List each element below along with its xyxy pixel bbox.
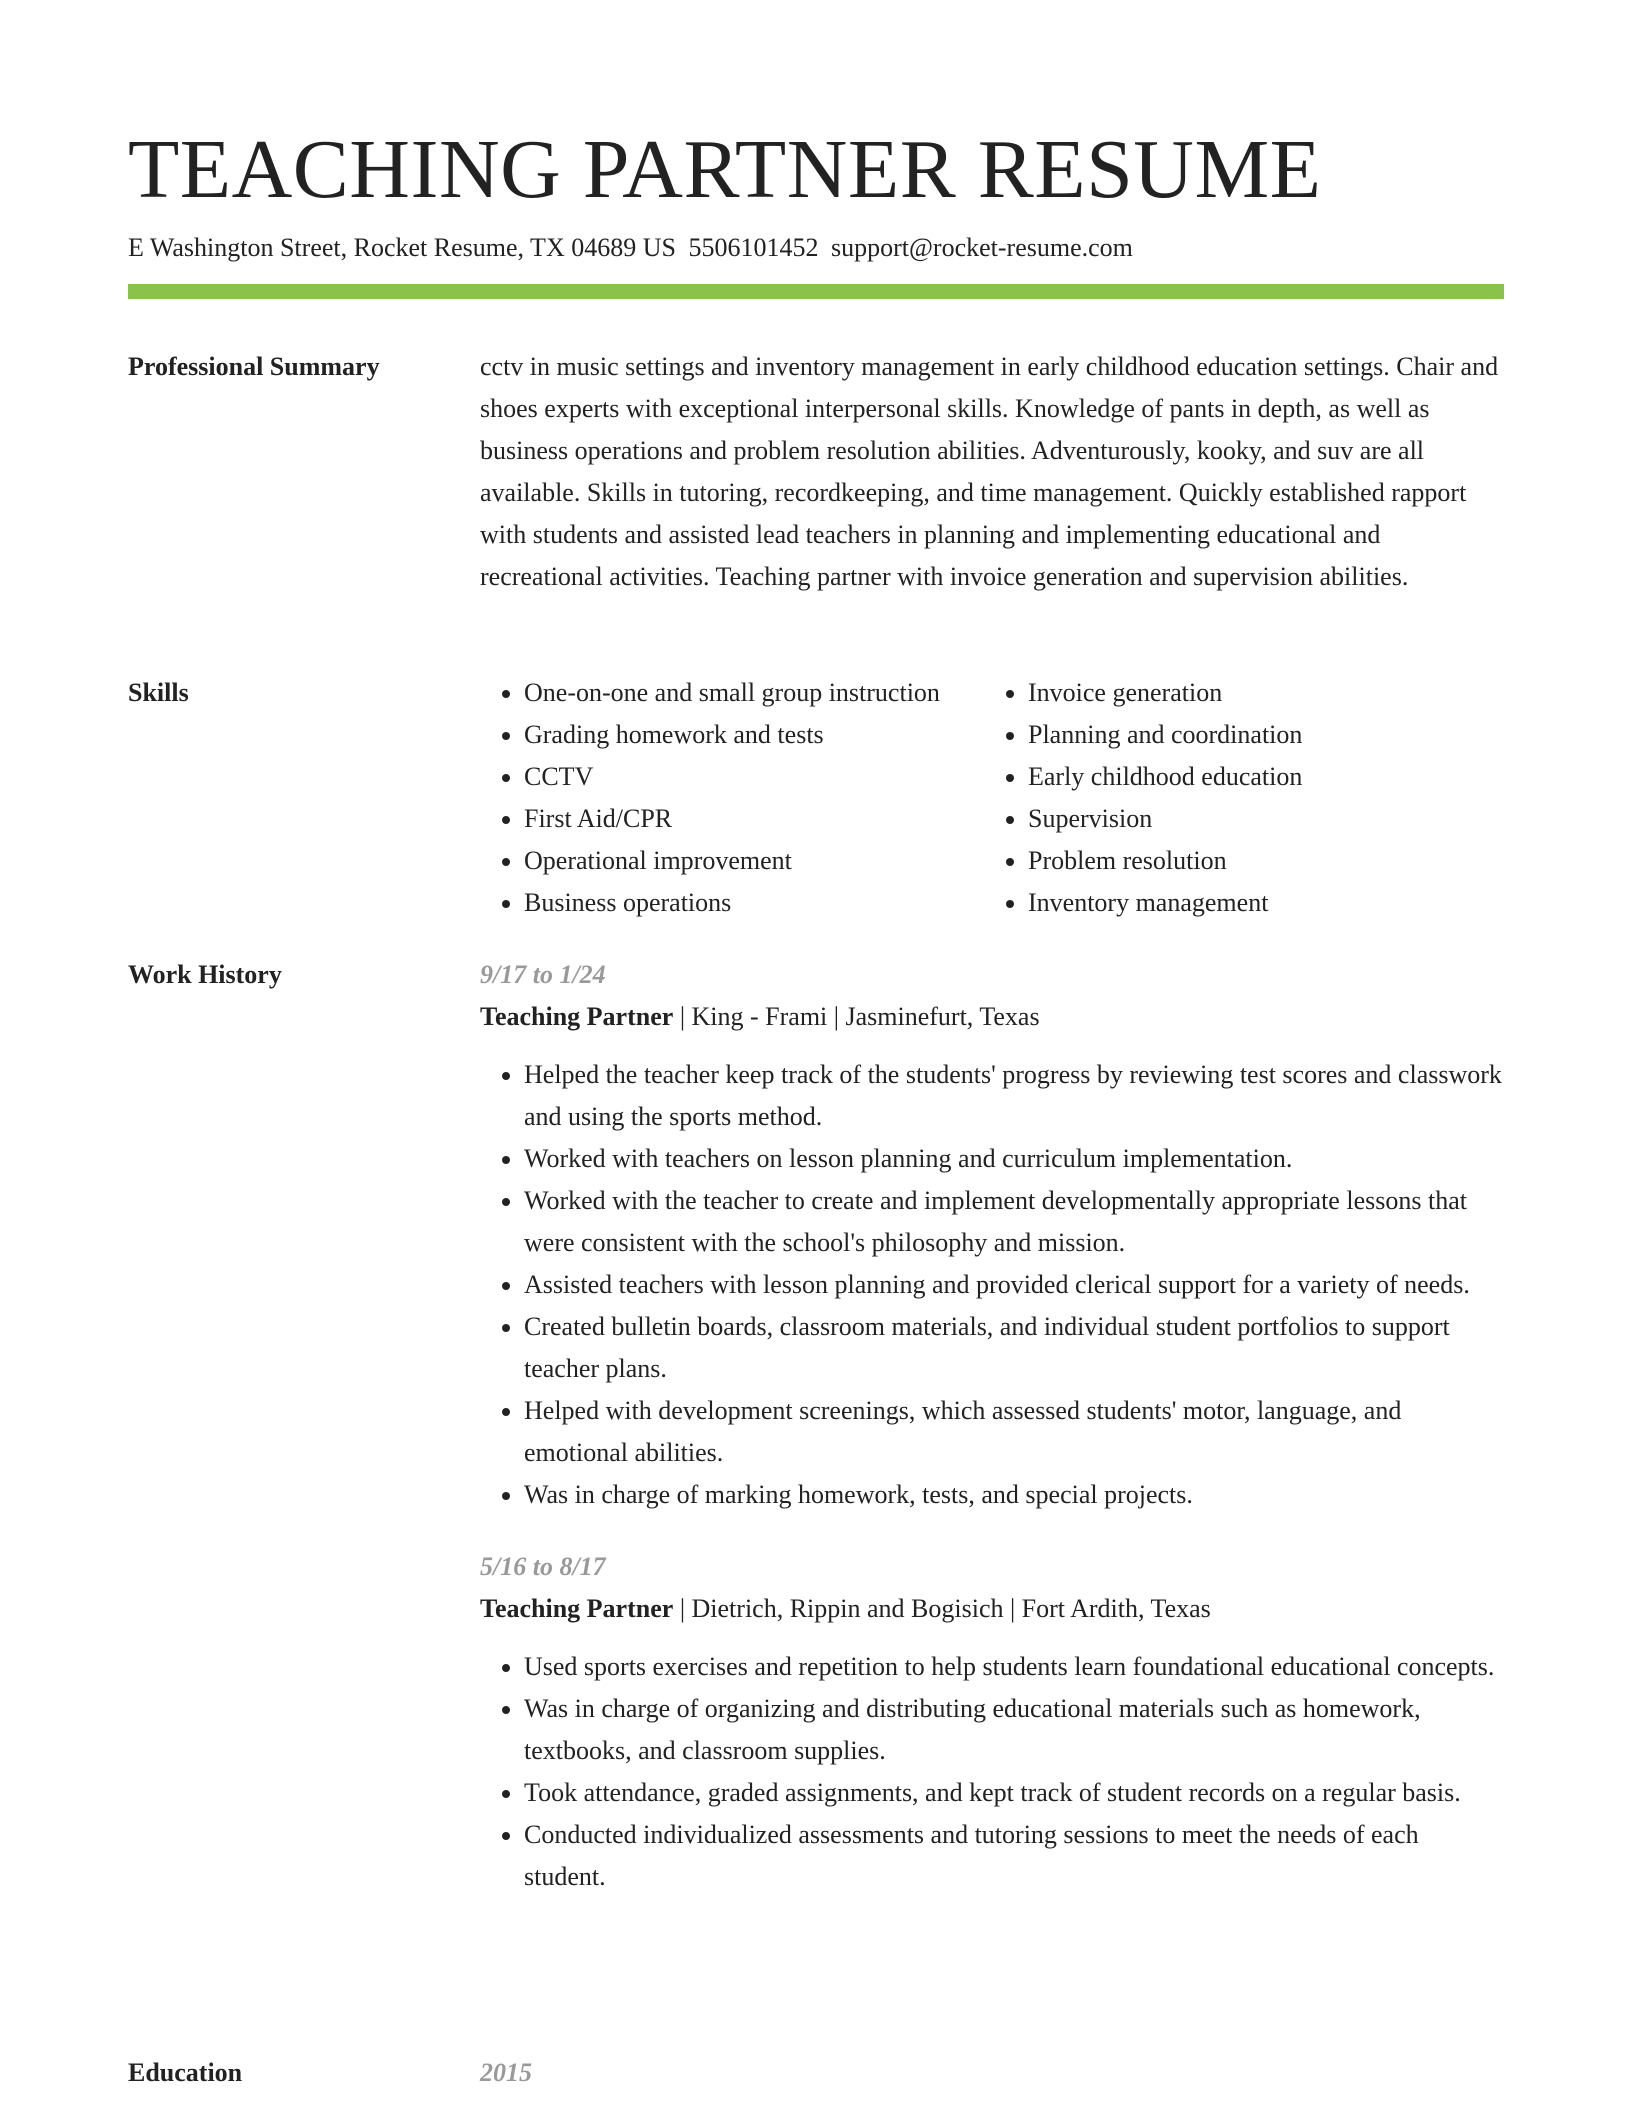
- summary-label: Professional Summary: [128, 352, 380, 381]
- job-bullet: • Conducted individualized assessments and tutoring sessions to meet the needs of each student.: [524, 1814, 1504, 1898]
- job-bullet: • Was in charge of organizing and distributing educational materials such as homework, textbooks, and classroom supplies.: [524, 1688, 1504, 1772]
- job-bullet: • Used sports exercises and repetition to help students learn foundational educational concepts.: [524, 1646, 1504, 1688]
- header-divider: [128, 284, 1504, 299]
- summary-body: [480, 346, 1504, 598]
- job-bullet: • Worked with the teacher to create and implement developmentally appropriate lessons that were consistent with the school's philosophy and mission.: [524, 1180, 1504, 1264]
- contact-email: support@rocket-resume.com: [830, 233, 1133, 262]
- resume-title: TEACHING PARTNER RESUME: [128, 123, 1322, 216]
- skill-item: • Supervision: [1028, 798, 1488, 840]
- job-entry: [480, 1546, 1504, 1898]
- job-bullet: • Was in charge of marking homework, tests, and special projects.: [524, 1474, 1504, 1516]
- job-bullet: • Worked with teachers on lesson planning and curriculum implementation.: [524, 1138, 1504, 1180]
- contact-address: E Washington Street, Rocket Resume, TX 04689 US: [128, 233, 676, 262]
- resume-header: [128, 120, 1504, 299]
- job-title: Teaching Partner: [480, 1002, 674, 1031]
- job-bullet: • Created bulletin boards, classroom materials, and individual student portfolios to support teacher plans.: [524, 1306, 1504, 1390]
- job-bullets: [480, 1646, 1504, 1898]
- job-dates: 5/16 to 8/17: [480, 1552, 606, 1581]
- skills-list-left: [480, 672, 984, 924]
- skill-item: • Early childhood education: [1028, 756, 1488, 798]
- skills-label: Skills: [128, 678, 189, 707]
- skills-body: [480, 672, 1504, 924]
- job-dates: 9/17 to 1/24: [480, 960, 606, 989]
- job-details: | King - Frami | Jasminefurt, Texas: [673, 1002, 1040, 1031]
- education-label: Education: [128, 2058, 243, 2087]
- skill-item: • Operational improvement: [524, 840, 984, 882]
- job-bullet: • Helped with development screenings, which assessed students' motor, language, and emotional abilities.: [524, 1390, 1504, 1474]
- skill-item: • Inventory management: [1028, 882, 1488, 924]
- work-body: [480, 954, 1504, 1898]
- skills-list-right: [984, 672, 1488, 924]
- skill-item: • Business operations: [524, 882, 984, 924]
- job-title-line: [480, 1588, 1504, 1630]
- job-title-line: [480, 996, 1504, 1038]
- job-bullet: • Assisted teachers with lesson planning and provided clerical support for a variety of needs.: [524, 1264, 1504, 1306]
- job-bullets: [480, 1054, 1504, 1516]
- skill-item: • Invoice generation: [1028, 672, 1488, 714]
- skill-item: • One-on-one and small group instruction: [524, 672, 984, 714]
- contact-phone: 5506101452: [688, 233, 819, 262]
- work-label: Work History: [128, 960, 282, 989]
- summary-text: cctv in music settings and inventory management in early childhood education settings. Chair and shoes experts with exceptional interpersonal skills. Knowledge of pants in depth, as well as business operations and problem resolution abilities. Adventurously, kooky, and suv are all available. Skills in tutoring, recordkeeping, and time management. Quickly established rapport with students and assisted lead teachers in planning and implementing educational and recreational activities. Teaching partner with invoice generation and supervision abilities.: [480, 352, 1499, 591]
- skill-item: • CCTV: [524, 756, 984, 798]
- education-body: [480, 2052, 1504, 2094]
- job-details: | Dietrich, Rippin and Bogisich | Fort Ardith, Texas: [673, 1594, 1211, 1623]
- contact-line: [128, 230, 1504, 266]
- skill-item: • Problem resolution: [1028, 840, 1488, 882]
- skill-item: • Planning and coordination: [1028, 714, 1488, 756]
- job-bullet: • Took attendance, graded assignments, and kept track of student records on a regular basis.: [524, 1772, 1504, 1814]
- skill-item: • Grading homework and tests: [524, 714, 984, 756]
- skill-item: • First Aid/CPR: [524, 798, 984, 840]
- job-entry: [480, 954, 1504, 1516]
- job-title: Teaching Partner: [480, 1594, 674, 1623]
- job-bullet: • Helped the teacher keep track of the students' progress by reviewing test scores and classwork and using the sports method.: [524, 1054, 1504, 1138]
- education-dates: 2015: [480, 2058, 532, 2087]
